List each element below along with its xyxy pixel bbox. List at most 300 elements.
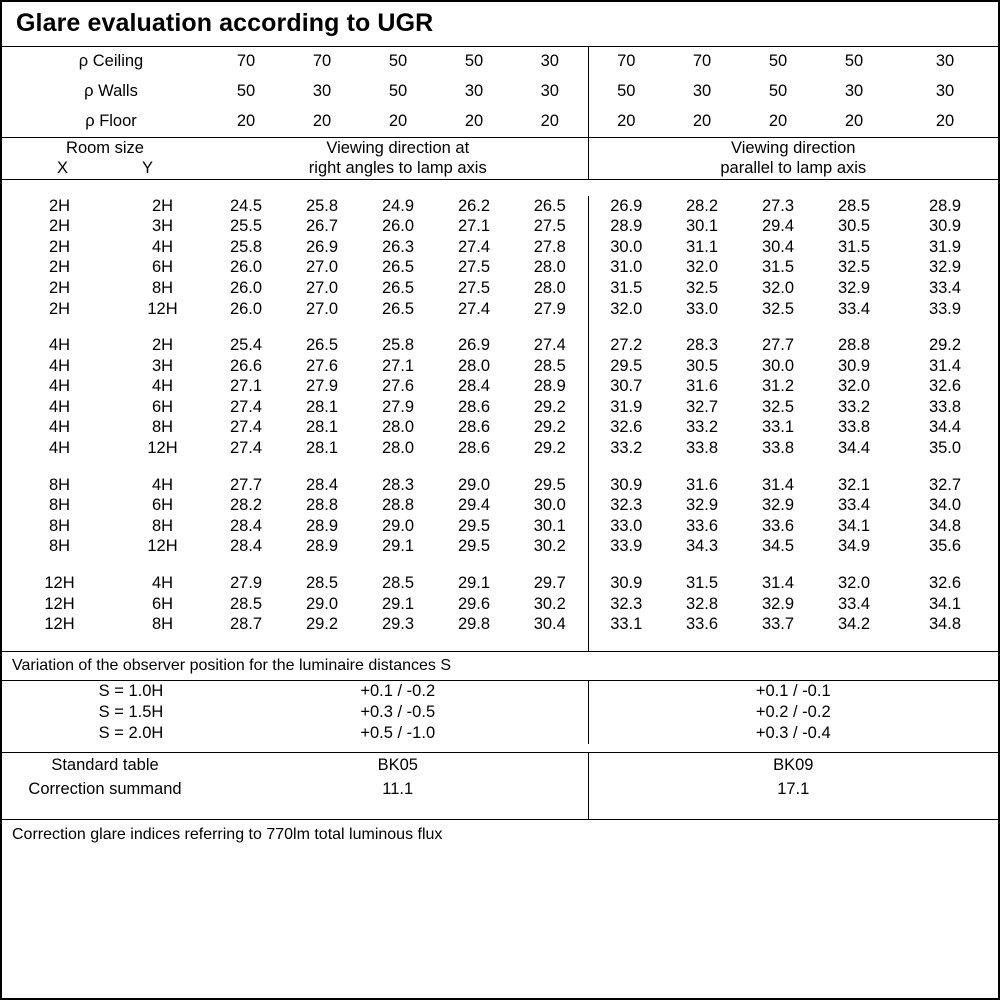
ugr-value: 31.5 (837, 237, 871, 256)
ugr-value: 26.9 (305, 237, 339, 256)
room-size-x: 12H (44, 594, 75, 613)
cell (588, 319, 998, 335)
ugr-value: 26.9 (457, 336, 491, 355)
room-size-y: 8H (151, 615, 174, 634)
cell (208, 801, 588, 819)
ugr-value: 29.2 (533, 439, 566, 458)
ugr-value: 27.0 (305, 258, 339, 277)
ugr-value: 30.9 (588, 573, 664, 594)
table-row (2, 573, 998, 594)
ugr-data-table (2, 180, 998, 651)
table-row (2, 516, 998, 537)
room-size-x: 8H (48, 516, 71, 535)
cell (2, 459, 588, 475)
ugr-value: 25.8 (305, 196, 339, 215)
ugr-value: 34.8 (928, 615, 962, 634)
ugr-value: 26.0 (229, 278, 263, 297)
page-title: Glare evaluation according to UGR (16, 9, 434, 37)
ugr-value: 32.9 (761, 594, 795, 613)
room-size-y: 6H (151, 258, 174, 277)
ugr-value: 27.1 (381, 356, 415, 375)
ugr-value: 26.5 (305, 336, 339, 355)
reflectance-label-floor: ρ Floor (85, 112, 137, 130)
header-line-1: Viewing direction at (326, 138, 470, 157)
ugr-value: 33.4 (928, 278, 962, 297)
ugr-value: 28.5 (229, 594, 263, 613)
cell: 30 (540, 82, 559, 100)
ugr-value: 28.6 (457, 418, 491, 437)
cell: 50 (844, 52, 864, 70)
cell: 70 (588, 47, 664, 77)
room-size-x: 4H (48, 356, 71, 375)
header-line-2: right angles to lamp axis (308, 159, 487, 178)
ugr-value: 29.5 (588, 356, 664, 377)
ugr-value: 32.6 (588, 418, 664, 439)
ugr-value: 28.9 (928, 196, 962, 215)
ugr-value: 25.5 (229, 217, 263, 236)
ugr-value: 28.8 (381, 496, 415, 515)
table-row (2, 801, 998, 819)
ugr-value: 33.9 (928, 299, 962, 318)
ugr-value: 29.1 (381, 594, 415, 613)
ugr-value: 30.4 (533, 615, 566, 634)
room-size-x: 12H (44, 574, 75, 593)
ugr-value: 27.9 (229, 574, 263, 593)
ugr-value: 26.5 (381, 278, 415, 297)
ugr-value: 28.4 (305, 475, 339, 494)
room-size-x: 4H (48, 418, 71, 437)
cell (588, 635, 998, 651)
table-row (2, 438, 998, 459)
ugr-value: 29.5 (533, 475, 566, 494)
cell (2, 180, 998, 196)
table-row (2, 702, 998, 723)
table-row (2, 614, 998, 635)
ugr-value: 27.4 (457, 299, 491, 318)
ugr-value: 27.0 (305, 299, 339, 318)
ugr-value: 27.0 (305, 278, 339, 297)
table-row (2, 377, 998, 398)
ugr-value: 28.5 (381, 574, 415, 593)
cell: 70 (692, 52, 712, 70)
ugr-value: 32.0 (685, 258, 719, 277)
cell (588, 801, 998, 819)
ugr-value: 27.3 (761, 196, 795, 215)
ugr-value: 28.0 (381, 439, 415, 458)
ugr-value: 29.8 (457, 615, 491, 634)
ugr-value: 28.5 (837, 196, 871, 215)
table-row (2, 475, 998, 496)
ugr-value: 29.4 (761, 217, 795, 236)
cell: 50 (768, 82, 788, 100)
cell: 20 (464, 112, 484, 130)
table-row (2, 594, 998, 615)
ugr-value: 26.5 (533, 196, 566, 215)
ugr-value: 33.8 (837, 418, 871, 437)
variation-label: S = 1.5H (98, 703, 164, 722)
cell: +0.3 / -0.4 (588, 723, 998, 744)
ugr-value: 29.6 (457, 594, 491, 613)
ugr-value: 28.5 (305, 574, 339, 593)
variation-label: S = 1.0H (98, 682, 164, 701)
ugr-value: 28.4 (229, 537, 263, 556)
cell: 20 (588, 107, 664, 137)
ugr-value: 33.7 (761, 615, 795, 634)
table-row (2, 216, 998, 237)
ugr-value: 32.9 (685, 496, 719, 515)
room-size-y: 6H (151, 594, 174, 613)
ugr-value: 29.4 (457, 496, 491, 515)
ugr-value: 28.0 (533, 258, 566, 277)
ugr-value: 25.4 (229, 336, 263, 355)
ugr-value: 26.0 (229, 299, 263, 318)
room-size-x: 4H (48, 397, 71, 416)
ugr-value: 30.5 (837, 217, 871, 236)
ugr-value: 32.8 (685, 594, 719, 613)
room-size-x: 2H (48, 237, 71, 256)
room-size-header (2, 138, 208, 179)
ugr-value: 30.5 (685, 356, 719, 375)
room-size-y: 3H (151, 356, 174, 375)
ugr-value: 27.4 (229, 439, 263, 458)
ugr-value: 31.4 (928, 356, 962, 375)
ugr-value: 32.1 (837, 475, 871, 494)
room-size-x: 2H (48, 196, 71, 215)
ugr-value: 28.1 (305, 397, 339, 416)
ugr-value: 29.3 (381, 615, 415, 634)
ugr-value: 27.4 (533, 336, 566, 355)
cell: +0.5 / -1.0 (360, 724, 436, 743)
variation-label: S = 2.0H (98, 724, 164, 743)
room-size-y: 4H (151, 377, 174, 396)
cell: 50 (588, 77, 664, 107)
ugr-value: 34.1 (928, 594, 962, 613)
table-row (2, 237, 998, 258)
ugr-value: 35.6 (928, 537, 962, 556)
ugr-value: 28.7 (229, 615, 263, 634)
cell: 20 (312, 112, 332, 130)
table-row (2, 723, 998, 744)
room-size-y: 4H (151, 237, 174, 256)
reflectance-table (2, 47, 998, 137)
ugr-value: 26.0 (229, 258, 263, 277)
table-row (2, 418, 998, 439)
cell: 50 (236, 82, 256, 100)
ugr-value: 26.5 (381, 258, 415, 277)
ugr-value: 30.0 (533, 496, 566, 515)
cell: 20 (388, 112, 408, 130)
ugr-value: 29.0 (381, 516, 415, 535)
header-line-2: parallel to lamp axis (720, 159, 867, 178)
ugr-value: 28.4 (229, 516, 263, 535)
ugr-value: 31.6 (685, 377, 719, 396)
ugr-value: 27.4 (229, 397, 263, 416)
ugr-value: 30.2 (533, 537, 566, 556)
table-row (2, 753, 998, 777)
ugr-value: 32.0 (837, 574, 871, 593)
room-size-y: 4H (151, 475, 174, 494)
ugr-value: 31.0 (588, 258, 664, 279)
cell: 30 (540, 52, 559, 70)
ugr-value: 31.1 (685, 237, 719, 256)
cell: BK09 (588, 753, 998, 777)
cell: 20 (768, 112, 788, 130)
ugr-value: 32.5 (761, 397, 795, 416)
ugr-value: 30.7 (588, 377, 664, 398)
table-row (2, 107, 998, 137)
room-size-x: 4H (48, 336, 71, 355)
ugr-value: 29.2 (928, 336, 962, 355)
room-size-y: 2H (151, 336, 174, 355)
room-size-y: 2H (151, 196, 174, 215)
cell: 30 (692, 82, 712, 100)
room-size-x: 4H (48, 439, 71, 458)
room-size-label: Room size (66, 138, 144, 157)
cell: 50 (388, 52, 408, 70)
ugr-value: 28.0 (533, 278, 566, 297)
correction-summand-label: Correction summand (28, 779, 182, 798)
ugr-value: 33.1 (588, 614, 664, 635)
ugr-value: 34.4 (837, 439, 871, 458)
ugr-value: 35.0 (928, 439, 962, 458)
ugr-value: 30.1 (685, 217, 719, 236)
cell: 30 (935, 82, 955, 100)
room-size-x: 4H (48, 377, 71, 396)
ugr-value: 33.2 (588, 438, 664, 459)
cell (2, 557, 588, 573)
cell: 50 (388, 82, 408, 100)
cell: 50 (768, 52, 788, 70)
ugr-value: 27.7 (761, 336, 795, 355)
ugr-value: 26.2 (457, 196, 491, 215)
ugr-value: 31.2 (761, 377, 795, 396)
ugr-value: 33.8 (928, 397, 962, 416)
room-size-x: 2H (48, 258, 71, 277)
ugr-value: 34.5 (761, 537, 795, 556)
ugr-value: 27.8 (533, 237, 566, 256)
cell: +0.1 / -0.1 (588, 681, 998, 702)
ugr-value: 30.9 (928, 217, 962, 236)
ugr-value: 28.8 (305, 496, 339, 515)
cell: +0.2 / -0.2 (588, 702, 998, 723)
table-row (2, 495, 998, 516)
cell: 20 (236, 112, 256, 130)
table-row (2, 356, 998, 377)
cell: 20 (935, 112, 955, 130)
ugr-value: 27.5 (457, 258, 491, 277)
ugr-value: 29.1 (457, 574, 491, 593)
ugr-value: 27.2 (588, 335, 664, 356)
ugr-value: 32.6 (928, 377, 962, 396)
ugr-value: 32.7 (928, 475, 962, 494)
reflectance-label-ceiling: ρ Ceiling (78, 52, 144, 70)
table-row (2, 196, 998, 217)
ugr-value: 28.5 (533, 356, 566, 375)
room-size-x: 8H (48, 475, 71, 494)
ugr-value: 33.9 (588, 537, 664, 558)
row-spacer (2, 180, 998, 196)
ugr-value: 31.5 (685, 574, 719, 593)
room-size-y: 12H (147, 537, 178, 556)
row-spacer (2, 319, 998, 335)
room-size-y: 4H (151, 574, 174, 593)
ugr-value: 34.2 (837, 615, 871, 634)
ugr-value: 26.7 (305, 217, 339, 236)
ugr-value: 28.9 (305, 537, 339, 556)
table-row (2, 47, 998, 77)
row-spacer (2, 635, 998, 651)
ugr-value: 27.1 (457, 217, 491, 236)
ugr-value: 28.6 (457, 439, 491, 458)
ugr-value: 33.8 (685, 439, 719, 458)
room-size-x: 8H (48, 537, 71, 556)
room-size-y: 8H (151, 516, 174, 535)
viewing-direction-header (2, 138, 998, 179)
cell (2, 801, 208, 819)
ugr-value: 29.0 (305, 594, 339, 613)
cell: 11.1 (382, 779, 414, 798)
ugr-value: 31.5 (588, 278, 664, 299)
ugr-value: 24.5 (229, 196, 263, 215)
ugr-value: 34.0 (928, 496, 962, 515)
standard-table-label: Standard table (51, 755, 159, 774)
ugr-value: 28.2 (685, 196, 719, 215)
room-size-x-label: X (56, 159, 68, 178)
room-size-y: 8H (151, 278, 174, 297)
ugr-value: 29.5 (457, 537, 491, 556)
viewing-direction-parallel-header (588, 138, 998, 179)
ugr-value: 29.5 (457, 516, 491, 535)
cell (588, 459, 998, 475)
cell: 30 (935, 52, 955, 70)
ugr-value: 32.0 (837, 377, 871, 396)
ugr-value: 33.4 (837, 496, 871, 515)
ugr-value: 28.1 (305, 439, 339, 458)
ugr-value: 28.1 (305, 418, 339, 437)
ugr-value: 32.3 (588, 594, 664, 615)
cell: 20 (540, 112, 559, 130)
ugr-value: 32.5 (685, 278, 719, 297)
ugr-value: 28.0 (381, 418, 415, 437)
ugr-value: 34.3 (685, 537, 719, 556)
ugr-value: 33.1 (761, 418, 795, 437)
ugr-value: 28.9 (533, 377, 566, 396)
ugr-value: 32.5 (837, 258, 871, 277)
ugr-value: 28.4 (457, 377, 491, 396)
ugr-value: 30.9 (837, 356, 871, 375)
ugr-value: 34.1 (837, 516, 871, 535)
ugr-value: 28.3 (685, 336, 719, 355)
table-row (2, 397, 998, 418)
cell (588, 557, 998, 573)
ugr-value: 34.4 (928, 418, 962, 437)
room-size-y: 8H (151, 418, 174, 437)
ugr-value: 27.9 (305, 377, 339, 396)
ugr-value: 25.8 (381, 336, 415, 355)
ugr-value: 26.5 (381, 299, 415, 318)
ugr-value: 32.9 (837, 278, 871, 297)
header-line-1: Viewing direction (731, 138, 856, 157)
ugr-value: 30.9 (588, 475, 664, 496)
table-row (2, 777, 998, 801)
cell: +0.1 / -0.2 (360, 682, 436, 701)
ugr-value: 32.9 (761, 496, 795, 515)
ugr-value: 27.9 (381, 397, 415, 416)
ugr-value: 27.4 (457, 237, 491, 256)
ugr-value: 33.2 (685, 418, 719, 437)
room-size-y: 6H (151, 496, 174, 515)
ugr-value: 27.9 (533, 299, 566, 318)
ugr-value: 27.6 (305, 356, 339, 375)
ugr-value: 33.6 (685, 516, 719, 535)
footer-note: Correction glare indices referring to 770lm total luminous flux (12, 826, 443, 844)
ugr-value: 33.0 (588, 516, 664, 537)
room-size-x: 2H (48, 278, 71, 297)
ugr-value: 32.0 (588, 299, 664, 320)
ugr-value: 26.0 (381, 217, 415, 236)
cell: 20 (692, 112, 712, 130)
ugr-value: 28.2 (229, 496, 263, 515)
ugr-value: 27.1 (229, 377, 263, 396)
ugr-value: 26.6 (229, 356, 263, 375)
ugr-value: 26.9 (588, 196, 664, 217)
cell: 30 (312, 82, 332, 100)
table-row (2, 258, 998, 279)
ugr-value: 33.2 (837, 397, 871, 416)
ugr-value: 27.4 (229, 418, 263, 437)
cell: 30 (464, 82, 484, 100)
ugr-value: 31.9 (588, 397, 664, 418)
ugr-value: 30.0 (761, 356, 795, 375)
cell: 50 (464, 52, 484, 70)
ugr-value: 27.7 (229, 475, 263, 494)
table-row (2, 681, 998, 702)
table-row (2, 278, 998, 299)
table-row (2, 77, 998, 107)
ugr-value: 33.4 (837, 299, 871, 318)
ugr-value: 33.0 (685, 299, 719, 318)
ugr-value: 30.1 (533, 516, 566, 535)
ugr-value: 32.7 (685, 397, 719, 416)
table-row (2, 299, 998, 320)
room-size-x: 12H (44, 615, 75, 634)
room-size-x: 8H (48, 496, 71, 515)
ugr-value: 28.9 (305, 516, 339, 535)
ugr-value: 27.5 (533, 217, 566, 236)
ugr-value: 31.9 (928, 237, 962, 256)
ugr-value: 33.6 (685, 615, 719, 634)
variation-note: Variation of the observer position for the luminaire distances S (12, 657, 452, 675)
ugr-value: 33.8 (761, 439, 795, 458)
table-row (2, 138, 998, 179)
cell: 70 (312, 52, 332, 70)
cell: 70 (236, 52, 256, 70)
ugr-value: 29.2 (305, 615, 339, 634)
table-row (2, 335, 998, 356)
cell: 17.1 (588, 777, 998, 801)
cell: +0.3 / -0.5 (360, 703, 436, 722)
ugr-value: 29.7 (533, 574, 566, 593)
ugr-value: 29.0 (457, 475, 491, 494)
ugr-value: 28.0 (457, 356, 491, 375)
ugr-value: 31.6 (685, 475, 719, 494)
ugr-value: 27.6 (381, 377, 415, 396)
ugr-value: 30.0 (588, 237, 664, 258)
ugr-value: 32.0 (761, 278, 795, 297)
ugr-value: 30.2 (533, 594, 566, 613)
ugr-value: 34.8 (928, 516, 962, 535)
ugr-value: 29.2 (533, 397, 566, 416)
